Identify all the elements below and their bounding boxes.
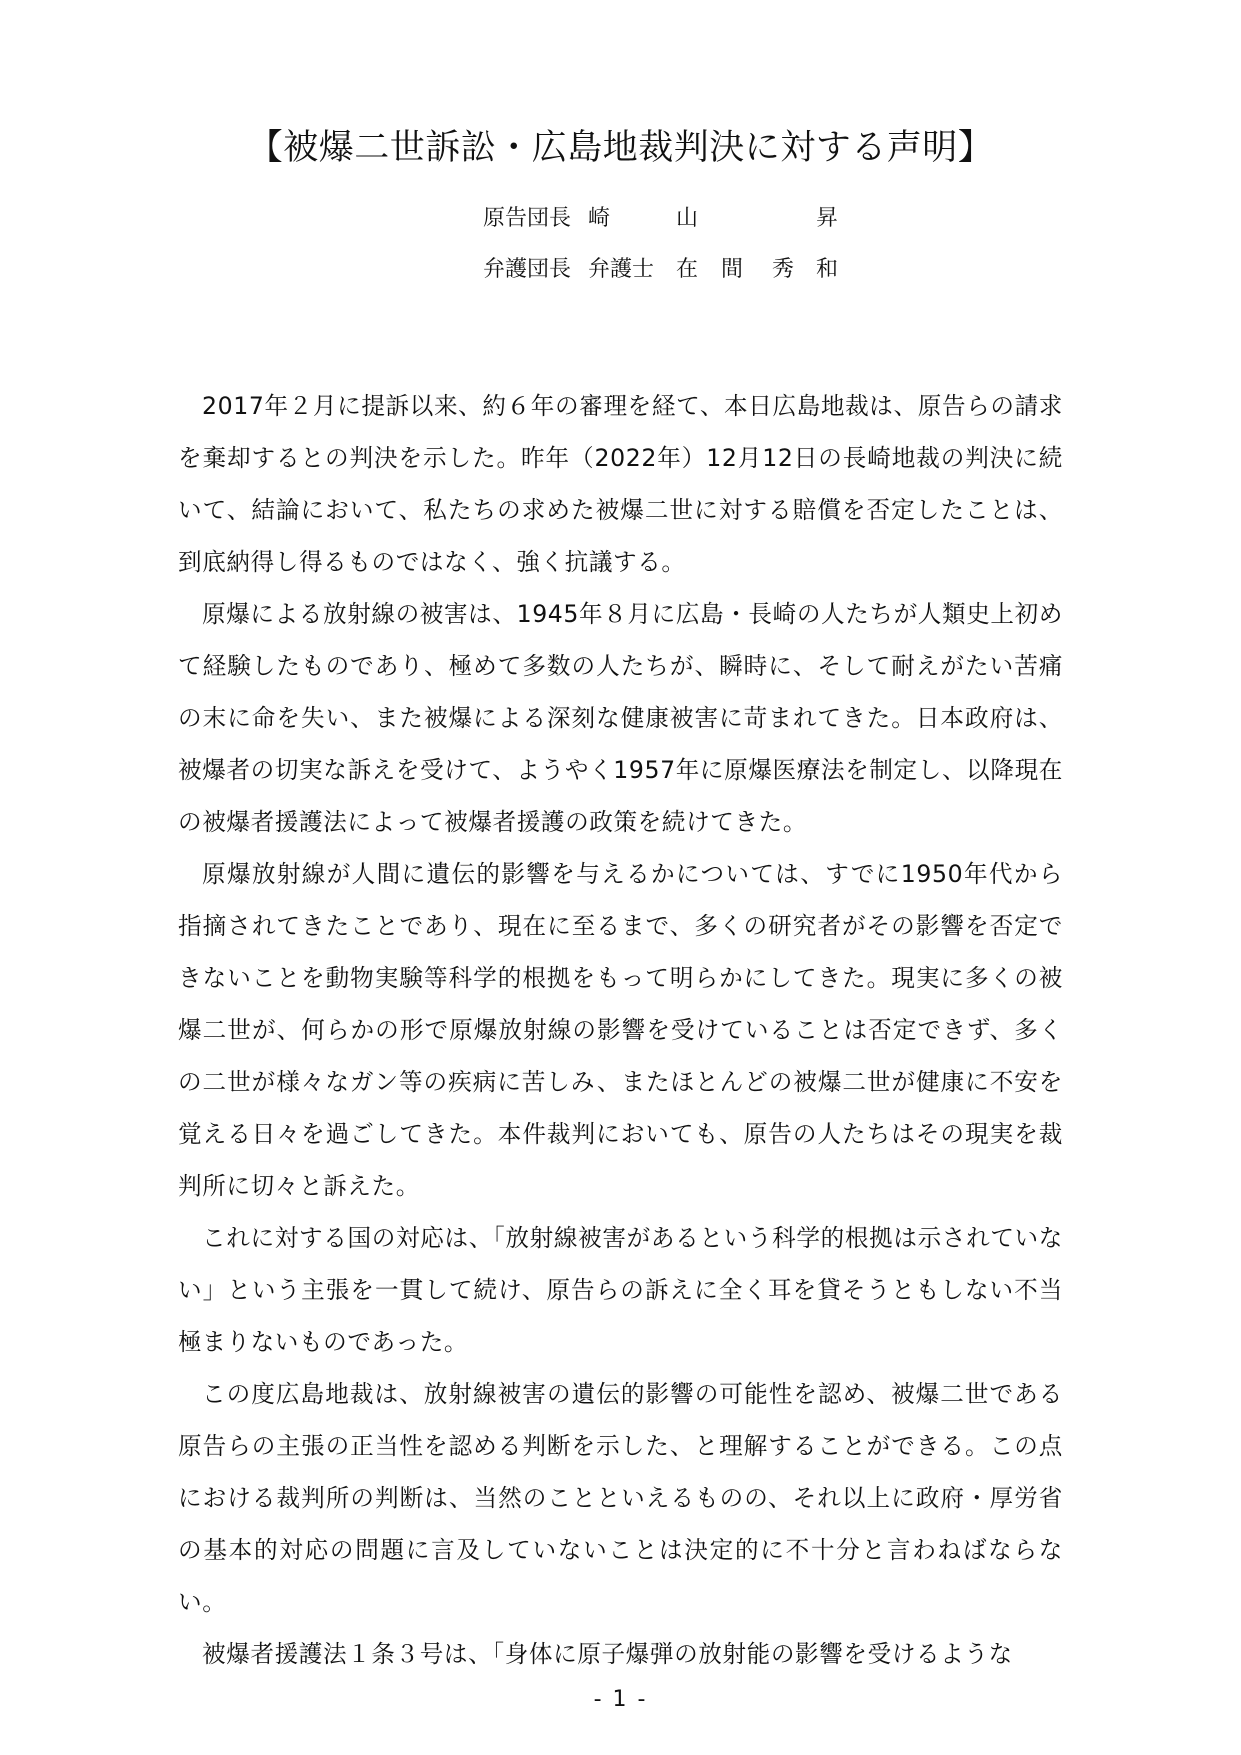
signatory-plaintiff-leader bbox=[483, 199, 943, 239]
body-paragraph: 原爆放射線が人間に遺伝的影響を与えるかについては、すでに1950年代から指摘されてきたことであり、現在に至るまで、多くの研究者がその影響を否定できないことを動物実験等科学的根拠をもって明らかにしてきた。現実に多くの被爆二世が、何らかの形で原爆放射線の影響を受けていることは否定できず、多くの二世が様々なガン等の疾病に苦しみ、またほとんどの被爆二世が健康に不安を覚える日々を過ごしてきた。本件裁判においても、原告の人たちはその現実を裁判所に切々と訴えた。 bbox=[178, 860, 1063, 1200]
signatory-name-part: 崎 bbox=[588, 206, 611, 231]
signatory-name-part: 昇 bbox=[816, 206, 839, 231]
body-paragraph: 被爆者援護法１条３号は、「身体に原子爆弾の放射能の影響を受けるような bbox=[202, 1640, 1013, 1668]
signatory-name-part: 在 bbox=[676, 257, 699, 282]
signatory-name-part: 和 bbox=[816, 257, 839, 282]
signatory-name-part: 間 bbox=[721, 257, 744, 282]
signatory-role: 弁護団長 bbox=[483, 257, 572, 282]
signatory-role: 原告団長 bbox=[483, 206, 572, 231]
body-paragraph: この度広島地裁は、放射線被害の遺伝的影響の可能性を認め、被爆二世である原告らの主張の正当性を認める判断を示した、と理解することができる。この点における裁判所の判断は、当然のことといえるものの、それ以上に政府・厚労省の基本的対応の問題に言及していないことは決定的に不十分と言わねばならない。 bbox=[178, 1380, 1063, 1616]
body-paragraph: これに対する国の対応は、「放射線被害があるという科学的根拠は示されていない」という主張を一貫して続け、原告らの訴えに全く耳を貸そうともしない不当極まりないものであった。 bbox=[178, 1224, 1063, 1356]
signatory-name-part: 秀 bbox=[772, 257, 795, 282]
document-title: 【被爆二世訴訟・広島地裁判決に対する声明】 bbox=[247, 128, 994, 168]
signatory-lawyer-leader bbox=[483, 250, 943, 290]
page-number: - 1 - bbox=[593, 1687, 648, 1712]
statement-body bbox=[178, 380, 1063, 1680]
signatory-name-part: 弁護士 bbox=[588, 257, 655, 282]
body-paragraph: 2017年２月に提訴以来、約６年の審理を経て、本日広島地裁は、原告らの請求を棄却するとの判決を示した。昨年（2022年）12月12日の長崎地裁の判決に続いて、結論において、私たちの求めた被爆二世に対する賠償を否定したことは、到底納得し得るものではなく、強く抗議する。 bbox=[178, 392, 1063, 576]
signatory-name-part: 山 bbox=[676, 206, 699, 231]
body-paragraph: 原爆による放射線の被害は、1945年８月に広島・長崎の人たちが人類史上初めて経験したものであり、極めて多数の人たちが、瞬時に、そして耐えがたい苦痛の末に命を失い、また被爆による深刻な健康被害に苛まれてきた。日本政府は、被爆者の切実な訴えを受けて、ようやく1957年に原爆医療法を制定し、以降現在の被爆者援護法によって被爆者援護の政策を続けてきた。 bbox=[178, 600, 1063, 836]
